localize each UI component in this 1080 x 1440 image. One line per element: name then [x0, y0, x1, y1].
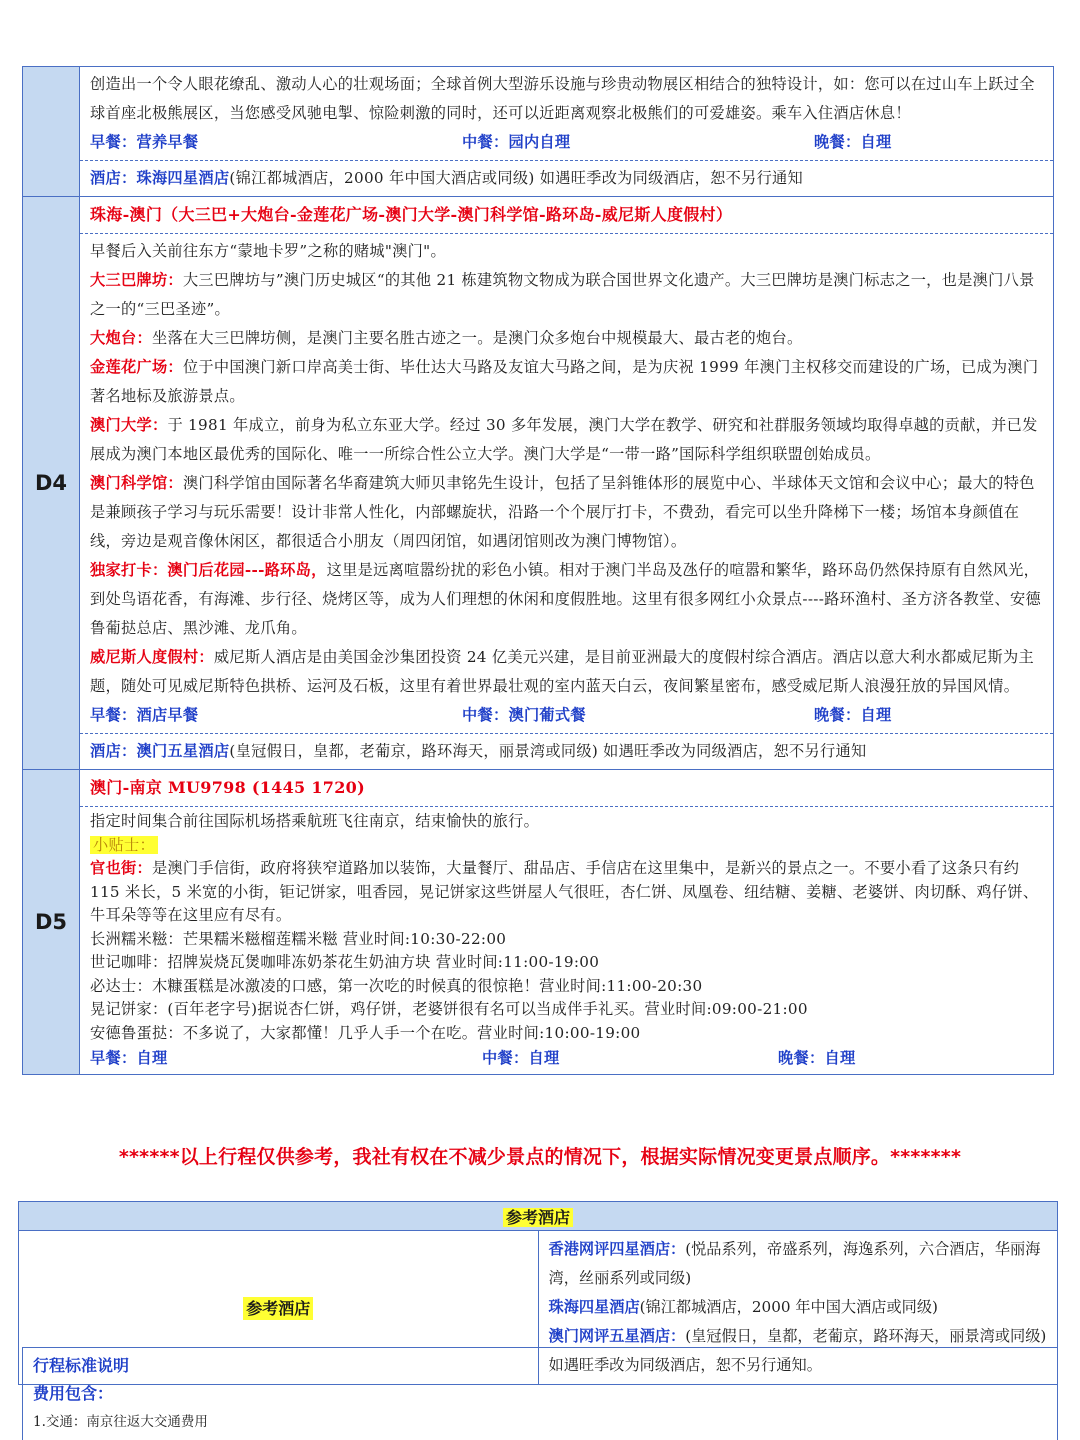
- day3-dinner: 晚餐：自理: [814, 133, 892, 151]
- day3-lunch: 中餐：园内自理: [462, 133, 571, 151]
- shop-item: 长洲糯米糍：芒果糯米糍榴莲糯米糍 营业时间:10:30-22:00: [90, 929, 507, 948]
- itinerary-table: [22, 66, 1054, 1075]
- day5-meals: [90, 1047, 1043, 1071]
- day3-breakfast: 早餐：营养早餐: [90, 133, 199, 151]
- day5-title: 澳门-南京 MU9798 (1445 1720): [90, 778, 365, 797]
- day3-hotel-text: (锦江都城酒店，2000 年中国大酒店或同级) 如遇旺季改为同级酒店，恕不另行通知: [229, 169, 804, 187]
- day5-title-cell: [80, 770, 1053, 806]
- fee-item: 1.交通：南京往返大交通费用: [33, 1414, 208, 1430]
- day3-row: [23, 67, 1054, 197]
- standards-title: 行程标准说明: [33, 1356, 130, 1375]
- itinerary-notice: ******以上行程仅供参考，我社有权在不减少景点的情况下，根据实际情况变更景点顺序。*******: [118, 1146, 962, 1168]
- day3-cell: [23, 67, 80, 197]
- day5-dinner: 晚餐：自理: [778, 1049, 856, 1067]
- day4-dinner: 晚餐：自理: [814, 706, 892, 724]
- day4-content: [80, 233, 1053, 733]
- shop-item: 世记咖啡：招牌炭烧瓦煲咖啡冻奶茶花生奶油方块 营业时间:11:00-19:00: [90, 953, 600, 971]
- fee-include-title: 费用包含：: [33, 1384, 114, 1403]
- day4-item: 威尼斯人度假村：威尼斯人酒店是由美国金沙集团投资 24 亿美元兴建，是目前亚洲最大的度假村综合酒店。酒店以意大利水都威尼斯为主题，随处可见威尼斯特色拱桥、运河及石板，这里有着世界最壮观的室内蓝天白云，夜间繁星密布，感受威尼斯人浪漫狂放的异国风情。: [90, 648, 1034, 695]
- day4-title: 珠海-澳门（大三巴+大炮台-金莲花广场-澳门大学-澳门科学馆-路环岛-威尼斯人度假村）: [90, 205, 733, 224]
- day4-item: 独家打卡：澳门后花园---路环岛，这里是远离喧嚣纷扰的彩色小镇。相对于澳门半岛及氹仔的喧嚣和繁华，路环岛仍然保持原有自然风光，到处鸟语花香，有海滩、步行径、烧烤区等，成为人们理想的休闲和度假胜地。这里有很多网红小众景点----路环渔村、圣方济各教堂、安德鲁葡挞总店、黑沙滩、龙爪角。: [90, 561, 1041, 637]
- hotels-label: 参考酒店: [19, 1231, 539, 1385]
- day4-hotel: [80, 733, 1053, 769]
- day5-lunch: 中餐：自理: [482, 1049, 560, 1067]
- hotel-row: 珠海四星酒店(锦江都城酒店，2000 年中国大酒店或同级): [548, 1298, 938, 1316]
- day4-breakfast: 早餐：酒店早餐: [90, 706, 199, 724]
- shop-item: 必达士：木糠蛋糕是冰激凌的口感，第一次吃的时候真的很惊艳！营业时间:11:00-20:30: [90, 976, 703, 995]
- day3-meals: [90, 128, 1043, 157]
- day4-meals: [90, 701, 1043, 730]
- day5-guanye: 官也街：是澳门手信街，政府将狭窄道路加以装饰，大量餐厅、甜品店、手信店在这里集中，是新兴的景点之一。不要小看了这条只有约 115 米长，5 米宽的小街，钜记饼家，咀香园，晃记饼家这些饼屋人气很旺，杏仁饼、凤凰卷、纽结糖、姜糖、老婆饼、肉切酥、鸡仔饼、牛耳朵等等在这里应有尽有。: [90, 859, 1039, 924]
- day4-lunch: 中餐：澳门葡式餐: [462, 706, 586, 724]
- day4-title-cell: [80, 197, 1053, 233]
- day4-hotel-text: (皇冠假日，皇都，老葡京，路环海天，丽景湾或同级) 如遇旺季改为同级酒店，恕不另行通知: [229, 742, 867, 760]
- day4-hotel-label: 酒店：澳门五星酒店: [90, 742, 230, 760]
- tip-label: 小贴士：: [90, 836, 158, 854]
- day5-intro: 指定时间集合前往国际机场搭乘航班飞往南京，结束愉快的旅行。: [90, 812, 540, 830]
- day5-label: D5: [23, 770, 80, 1075]
- shop-item: 安德鲁蛋挞：不多说了，大家都懂！几乎人手一个在吃。营业时间:10:00-19:00: [90, 1023, 641, 1042]
- day5-breakfast: 早餐：自理: [90, 1049, 168, 1067]
- day3-hotel-label: 酒店：珠海四星酒店: [90, 169, 230, 187]
- hotel-row: 香港网评四星酒店：(悦品系列，帝盛系列，海逸系列，六合酒店，华丽海湾，丝丽系列或同级): [548, 1240, 1041, 1287]
- day4-item: 澳门科学馆：澳门科学馆由国际著名华裔建筑大师贝聿铭先生设计，包括了呈斜锥体形的展览中心、半球体天文馆和会议中心；最大的特色是兼顾孩子学习与玩乐需要！设计非常人性化，内部螺旋状，沿路一个个展厅打卡，不费劲，看完可以坐升降梯下一楼；场馆本身颜值在线，旁边是观音像休闲区，都很适合小朋友（周四闭馆，如遇闭馆则改为澳门博物馆）。: [90, 474, 1035, 550]
- day3-content: [80, 67, 1053, 160]
- shop-item: 晃记饼家：(百年老字号)据说杏仁饼，鸡仔饼，老婆饼很有名可以当成伴手礼买。营业时间:09:00-21:00: [90, 1000, 808, 1018]
- day4-item: 大炮台：坐落在大三巴牌坊侧，是澳门主要名胜古迹之一。是澳门众多炮台中规模最大、最古老的炮台。: [90, 329, 803, 347]
- day4-row: [23, 197, 1054, 770]
- hotel-row: 澳门网评五星酒店：(皇冠假日，皇都，老葡京，路环海天，丽景湾或同级) 如遇旺季改为同级酒店，恕不另行通知。: [548, 1327, 1047, 1374]
- day4-intro: 早餐后入关前往东方“蒙地卡罗”之称的赌城"澳门"。: [90, 242, 446, 260]
- day4-item: 大三巴牌坊：大三巴牌坊与”澳门历史城区“的其他 21 栋建筑物文物成为联合国世界文化遗产。大三巴牌坊是澳门标志之一，也是澳门八景之一的“三巴圣迹”。: [90, 271, 1035, 318]
- day4-label: D4: [23, 197, 80, 770]
- hotels-header: 参考酒店: [19, 1202, 1058, 1231]
- day4-item: 金莲花广场：位于中国澳门新口岸高美士街、毕仕达大马路及友谊大马路之间，是为庆祝 1999 年澳门主权移交而建设的广场，已成为澳门著名地标及旅游景点。: [90, 358, 1039, 405]
- itinerary-standards: [22, 1347, 1058, 1440]
- day5-content: [80, 806, 1053, 1074]
- day5-row: [23, 770, 1054, 1075]
- day3-description: 创造出一个令人眼花缭乱、激动人心的壮观场面；全球首例大型游乐设施与珍贵动物展区相结合的独特设计，如：您可以在过山车上跃过全球首座北极熊展区，当您感受风驰电掣、惊险刺激的同时，还可以近距离观察北极熊们的可爱雄姿。乘车入住酒店休息！: [90, 75, 1035, 122]
- day4-item: 澳门大学：于 1981 年成立，前身为私立东亚大学。经过 30 多年发展，澳门大学在教学、研究和社群服务领域均取得卓越的贡献，并已发展成为澳门本地区最优秀的国际化、唯一一所综合性公立大学。澳门大学是“一带一路”国际科学组织联盟创始成员。: [90, 416, 1038, 463]
- day3-hotel: [80, 160, 1053, 196]
